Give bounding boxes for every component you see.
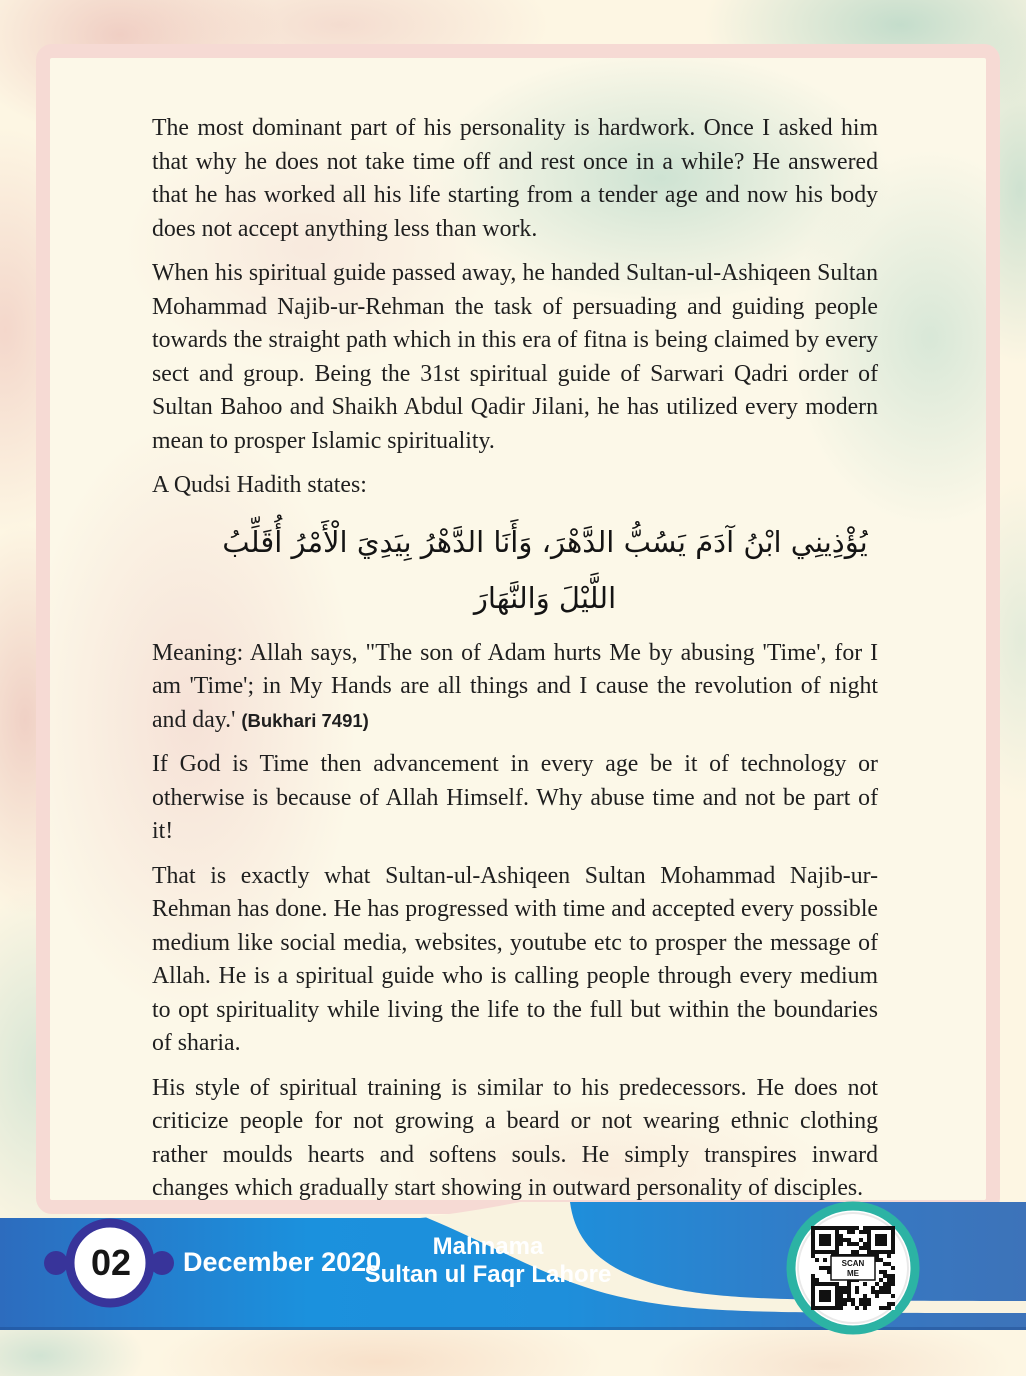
- magazine-title-line1: Mahnama: [432, 1233, 544, 1260]
- qr-scan-me-label: [831, 1256, 875, 1280]
- hadith-arabic-text: يُؤْذِينِي ابْنُ آدَمَ يَسُبُّ الدَّهْرَ، وَأَنَا الدَّهْرُ بِيَدِيَ الْأَمْرُ أُقَلِّبُ اللَّيْلَ وَالنَّهَارَ: [222, 524, 868, 616]
- magazine-title-line2: Sultan ul Faqr Lahore: [364, 1261, 612, 1288]
- hadith-reference: (Bukhari 7491): [241, 709, 369, 731]
- badge-left-dot: [44, 1251, 68, 1275]
- paragraph-progressed-with-time: That is exactly what Sultan-ul-Ashiqeen Sultan Mohammad Najib-ur-Rehman has done. He has progressed with time and accepted every possible medium like social media, websites, youtube etc to prosper the message of Allah. He is a spiritual guide who is calling people through every medium to opt spirituality while living the life to the full but within the boundaries of sharia.: [152, 862, 878, 1057]
- magazine-title: [357, 1233, 619, 1289]
- hadith-meaning: [152, 637, 878, 738]
- hadith-meaning-text: Meaning: Allah says, "The son of Adam hurts Me by abusing 'Time', for I am 'Time'; in My Hands are all things and I cause the revolution of night and day.': [152, 639, 878, 733]
- paragraph-god-is-time: If God is Time then advancement in every age be it of technology or otherwise is because of Allah Himself. Why abuse time and not be part of it!: [152, 751, 878, 845]
- paragraph-training-style: His style of spiritual training is similar to his predecessors. He does not criticize people for not growing a beard or not wearing ethnic clothing rather moulds hearts and softens souls. He simply transpires inward changes which gradually start showing in outward personality of disciples.: [152, 1074, 878, 1202]
- svg-text:ME: ME: [847, 1269, 859, 1278]
- page-number: 02: [90, 1242, 132, 1283]
- content-panel: [36, 44, 1000, 1214]
- svg-text:SCAN: SCAN: [841, 1259, 865, 1268]
- paragraph-hardwork: The most dominant part of his personality is hardwork. Once I asked him that why he does not take time off and rest once in a while? He answered that he has worked all his life starting from a tender age and now his body does not accept anything less than work.: [152, 115, 878, 242]
- hadith-intro: A Qudsi Hadith states:: [152, 472, 367, 498]
- issue-date: December 2020: [183, 1247, 382, 1277]
- paragraph-spiritual-guide: When his spiritual guide passed away, he handed Sultan-ul-Ashiqeen Sultan Mohammad Najib-ur-Rehman the task of persuading and guiding people towards the straight path which in this era of fitna is being claimed by every sect and group. Being the 31st spiritual guide of Sarwari Qadri order of Sultan Bahoo and Shaikh Abdul Qadir Jilani, he has utilized every modern mean to prosper Islamic spirituality.: [152, 260, 878, 454]
